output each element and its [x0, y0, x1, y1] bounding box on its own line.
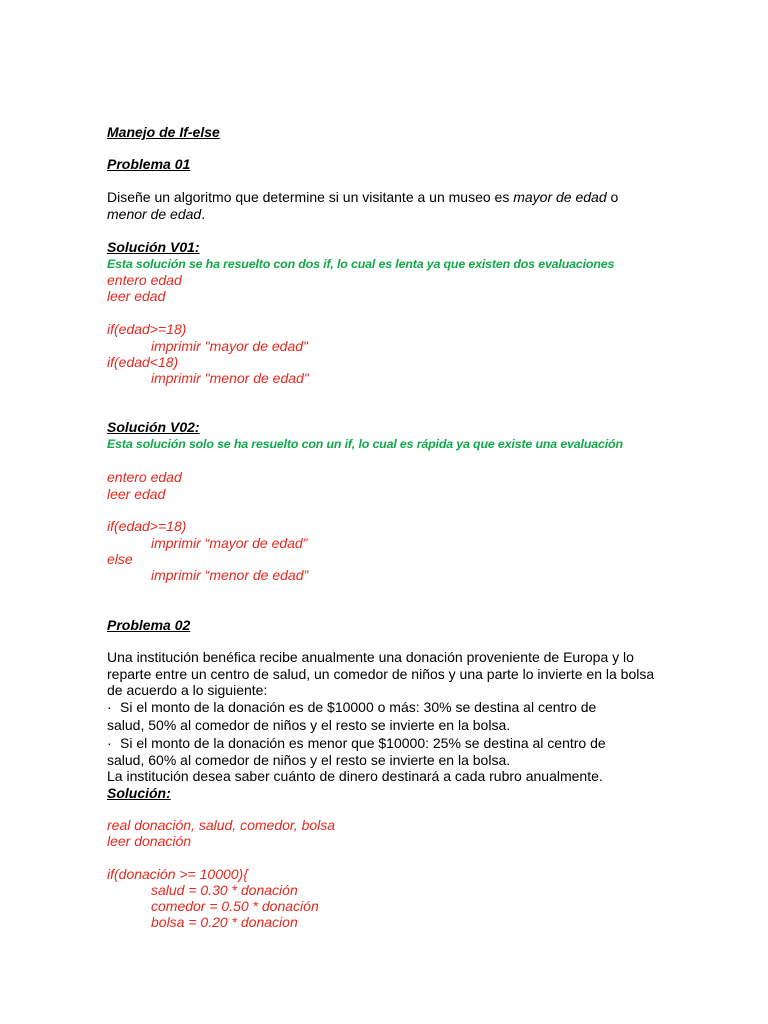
solution-v02-title: Solución V02:: [107, 419, 200, 435]
code-line: bolsa = 0.20 * donacion: [151, 914, 298, 930]
problem-02-closing: La institución desea saber cuánto de dinero destinará a cada rubro anualmente.: [107, 768, 603, 784]
code-line: imprimir "mayor de edad": [151, 338, 308, 354]
problem-02-line: de acuerdo a lo siguiente:: [107, 682, 268, 698]
statement-text: Diseñe un algoritmo que determine si un visitante a un museo es: [107, 189, 514, 205]
bullet-icon: ·: [107, 735, 112, 751]
solution-p02-title: Solución:: [107, 785, 171, 801]
code-line: leer edad: [107, 486, 166, 502]
bullet-text: Si el monto de la donación es de $10000 o más: 30% se destina al centro de: [120, 699, 597, 715]
code-line: leer edad: [107, 288, 166, 304]
problem-02-line: reparte entre un centro de salud, un comedor de niños y una parte lo invierte en la bolsa: [107, 666, 655, 682]
code-line: if(edad>=18): [107, 518, 187, 534]
code-line: if(donación >= 10000){: [107, 866, 248, 882]
solution-v02-note: Esta solución solo se ha resuelto con un if, lo cual es rápida ya que existe una evaluación: [107, 437, 623, 451]
code-line: imprimir “menor de edad”: [151, 567, 309, 583]
statement-emphasis: menor de edad: [107, 206, 202, 222]
problem-01-statement-line-1: [107, 189, 618, 205]
code-line: leer donación: [107, 833, 192, 849]
statement-text: o: [606, 189, 619, 205]
problem-01-title: Problema 01: [107, 156, 191, 172]
solution-v01-note: Esta solución se ha resuelto con dos if, lo cual es lenta ya que existen dos evaluaciones: [107, 257, 615, 271]
code-line: imprimir "menor de edad": [151, 370, 309, 386]
bullet-text: Si el monto de la donación es menor que $10000: 25% se destina al centro de: [120, 735, 606, 751]
statement-text: .: [201, 206, 206, 222]
solution-v01-title: Solución V01:: [107, 239, 200, 255]
code-line: if(edad<18): [107, 354, 179, 370]
bullet-icon: ·: [107, 699, 112, 715]
bullet-continuation: salud, 50% al comedor de niños y el resto se invierte en la bolsa.: [107, 717, 511, 733]
code-line: imprimir “mayor de edad”: [151, 535, 308, 551]
code-line: entero edad: [107, 272, 182, 288]
code-line: comedor = 0.50 * donación: [151, 898, 319, 914]
section-title: Manejo de If-else: [107, 124, 220, 140]
statement-emphasis: mayor de edad: [513, 189, 607, 205]
bullet-item: [107, 699, 596, 715]
problem-02-title: Problema 02: [107, 617, 191, 633]
bullet-item: [107, 735, 606, 751]
code-line: real donación, salud, comedor, bolsa: [107, 817, 336, 833]
code-line: entero edad: [107, 469, 182, 485]
code-line: if(edad>=18): [107, 321, 187, 337]
code-line: salud = 0.30 * donación: [151, 882, 298, 898]
code-line: else: [107, 551, 133, 567]
problem-01-statement-line-2: [107, 206, 205, 222]
problem-02-line: Una institución benéfica recibe anualmente una donación proveniente de Europa y lo: [107, 649, 634, 665]
bullet-continuation: salud, 60% al comedor de niños y el resto se invierte en la bolsa.: [107, 752, 511, 768]
